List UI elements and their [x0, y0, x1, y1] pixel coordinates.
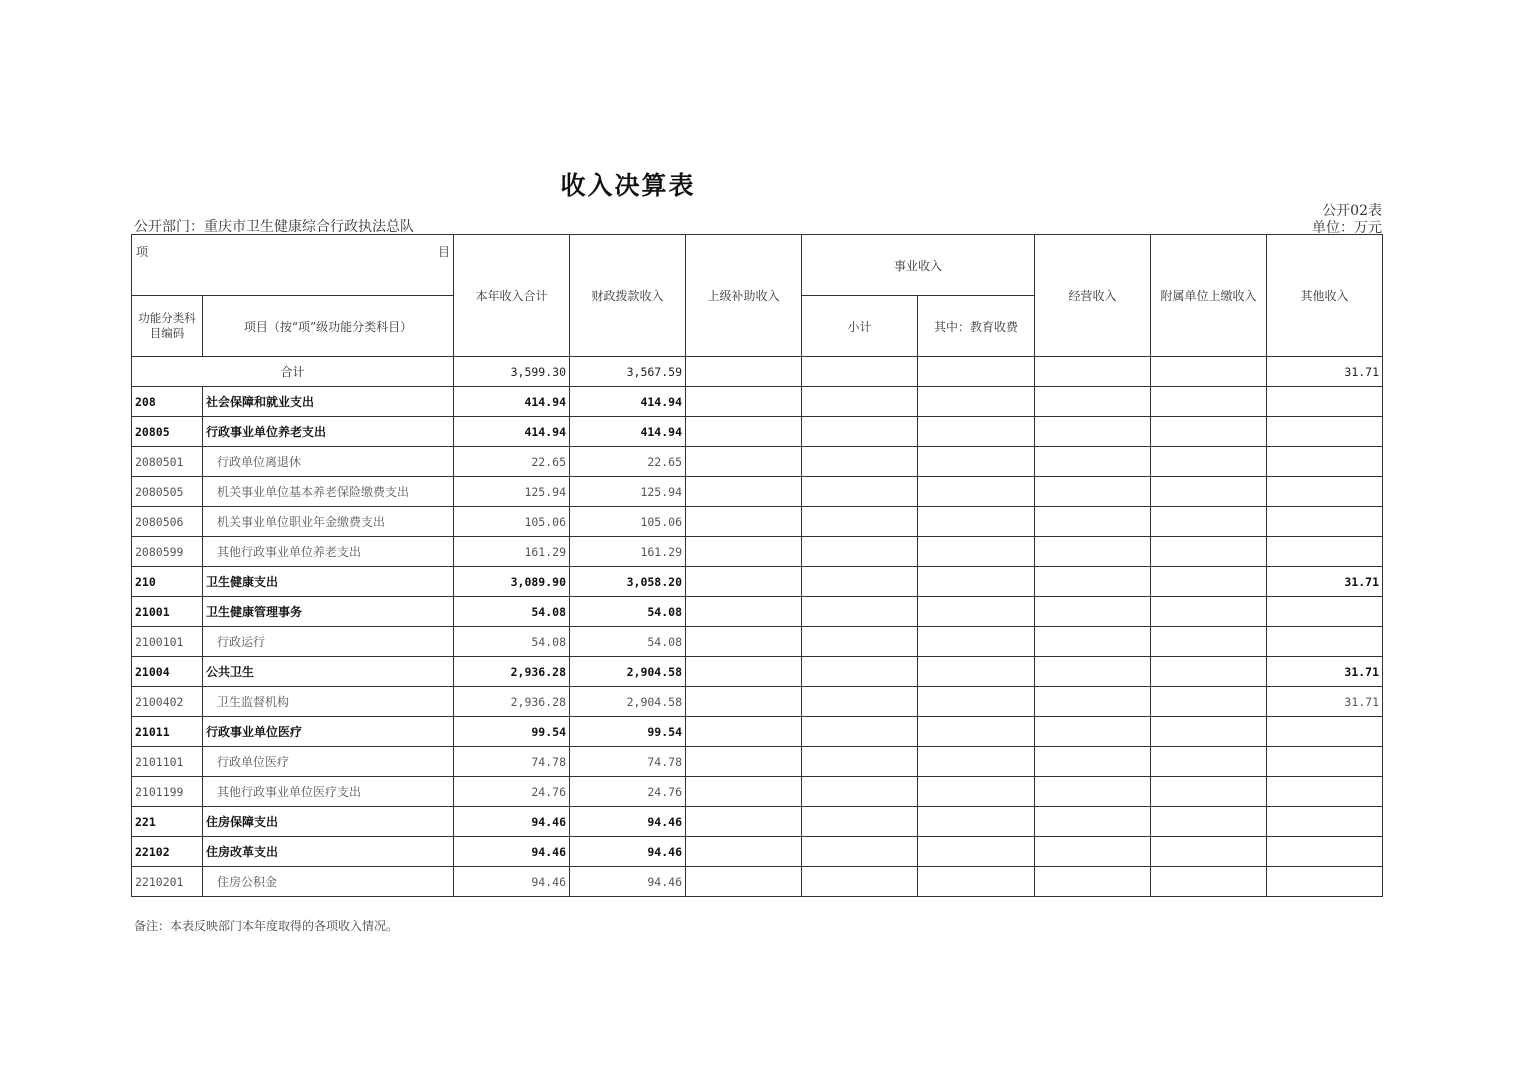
education-cell — [918, 567, 1035, 597]
department-label: 公开部门：重庆市卫生健康综合行政执法总队 — [134, 219, 414, 235]
code-cell: 208 — [132, 387, 203, 417]
summary-education — [918, 357, 1035, 387]
total-cell: 94.46 — [454, 837, 570, 867]
name-cell: 其他行政事业单位养老支出 — [203, 537, 454, 567]
subtotal-cell — [802, 507, 918, 537]
code-cell: 2100402 — [132, 687, 203, 717]
code-cell: 210 — [132, 567, 203, 597]
education-cell — [918, 537, 1035, 567]
superior-cell — [686, 777, 802, 807]
summary-operating — [1035, 357, 1151, 387]
education-cell — [918, 807, 1035, 837]
superior-cell — [686, 507, 802, 537]
other-cell — [1267, 837, 1383, 867]
table-row — [132, 687, 1383, 717]
table-row — [132, 447, 1383, 477]
subtotal-cell — [802, 387, 918, 417]
code-cell: 2210201 — [132, 867, 203, 897]
total-cell: 94.46 — [454, 867, 570, 897]
education-cell — [918, 687, 1035, 717]
table-row — [132, 747, 1383, 777]
code-cell: 21011 — [132, 717, 203, 747]
other-cell — [1267, 477, 1383, 507]
subtotal-cell — [802, 597, 918, 627]
total-cell: 2,936.28 — [454, 657, 570, 687]
table-row — [132, 717, 1383, 747]
header-affiliated: 附属单位上缴收入 — [1151, 235, 1267, 357]
project-header-right: 目 — [437, 245, 450, 259]
subtotal-cell — [802, 477, 918, 507]
other-cell: 31.71 — [1267, 657, 1383, 687]
fiscal-cell: 94.46 — [570, 837, 686, 867]
table-row — [132, 867, 1383, 897]
other-cell — [1267, 807, 1383, 837]
subtotal-cell — [802, 657, 918, 687]
education-cell — [918, 447, 1035, 477]
superior-cell — [686, 447, 802, 477]
summary-other: 31.71 — [1267, 357, 1383, 387]
education-cell — [918, 777, 1035, 807]
education-cell — [918, 867, 1035, 897]
unit-label: 单位：万元 — [1312, 220, 1382, 236]
superior-cell — [686, 567, 802, 597]
operating-cell — [1035, 567, 1151, 597]
other-cell — [1267, 867, 1383, 897]
report-title: 收入决算表 — [560, 171, 696, 200]
table-row — [132, 627, 1383, 657]
other-cell — [1267, 417, 1383, 447]
other-cell — [1267, 747, 1383, 777]
name-cell: 公共卫生 — [203, 657, 454, 687]
fiscal-cell: 105.06 — [570, 507, 686, 537]
table-row — [132, 777, 1383, 807]
affiliated-cell — [1151, 627, 1267, 657]
income-table — [131, 234, 1383, 897]
operating-cell — [1035, 447, 1151, 477]
subtotal-cell — [802, 837, 918, 867]
operating-cell — [1035, 657, 1151, 687]
education-cell — [918, 747, 1035, 777]
fiscal-cell: 2,904.58 — [570, 687, 686, 717]
superior-cell — [686, 387, 802, 417]
superior-cell — [686, 537, 802, 567]
affiliated-cell — [1151, 447, 1267, 477]
name-cell: 卫生监督机构 — [203, 687, 454, 717]
code-cell: 21004 — [132, 657, 203, 687]
education-cell — [918, 717, 1035, 747]
education-cell — [918, 837, 1035, 867]
name-cell: 住房公积金 — [203, 867, 454, 897]
project-header — [132, 235, 454, 296]
education-cell — [918, 477, 1035, 507]
affiliated-cell — [1151, 867, 1267, 897]
total-cell: 54.08 — [454, 597, 570, 627]
code-cell: 2080501 — [132, 447, 203, 477]
other-cell — [1267, 627, 1383, 657]
total-cell: 3,089.90 — [454, 567, 570, 597]
subtotal-cell — [802, 567, 918, 597]
code-cell: 2080599 — [132, 537, 203, 567]
subtotal-cell — [802, 627, 918, 657]
fiscal-cell: 54.08 — [570, 597, 686, 627]
affiliated-cell — [1151, 597, 1267, 627]
superior-cell — [686, 807, 802, 837]
total-cell: 414.94 — [454, 387, 570, 417]
education-cell — [918, 507, 1035, 537]
total-cell: 2,936.28 — [454, 687, 570, 717]
name-cell: 卫生健康支出 — [203, 567, 454, 597]
total-cell: 99.54 — [454, 717, 570, 747]
operating-cell — [1035, 777, 1151, 807]
other-cell — [1267, 387, 1383, 417]
affiliated-cell — [1151, 507, 1267, 537]
table-row — [132, 477, 1383, 507]
affiliated-cell — [1151, 387, 1267, 417]
fiscal-cell: 74.78 — [570, 747, 686, 777]
table-row — [132, 387, 1383, 417]
name-cell: 社会保障和就业支出 — [203, 387, 454, 417]
other-cell — [1267, 447, 1383, 477]
table-row — [132, 537, 1383, 567]
form-number: 公开02表 — [1322, 203, 1382, 219]
subtotal-cell — [802, 687, 918, 717]
other-cell — [1267, 777, 1383, 807]
total-cell: 22.65 — [454, 447, 570, 477]
operating-cell — [1035, 867, 1151, 897]
code-cell: 221 — [132, 807, 203, 837]
superior-cell — [686, 717, 802, 747]
operating-cell — [1035, 387, 1151, 417]
summary-fiscal: 3,567.59 — [570, 357, 686, 387]
total-cell: 125.94 — [454, 477, 570, 507]
summary-row — [132, 357, 1383, 387]
affiliated-cell — [1151, 657, 1267, 687]
subtotal-cell — [802, 717, 918, 747]
operating-cell — [1035, 417, 1151, 447]
fiscal-cell: 54.08 — [570, 627, 686, 657]
header-name: 项目（按“项”级功能分类科目） — [203, 296, 454, 357]
operating-cell — [1035, 687, 1151, 717]
table-row — [132, 597, 1383, 627]
header-superior: 上级补助收入 — [686, 235, 802, 357]
code-cell: 22102 — [132, 837, 203, 867]
name-cell: 行政单位离退休 — [203, 447, 454, 477]
affiliated-cell — [1151, 837, 1267, 867]
operating-cell — [1035, 537, 1151, 567]
fiscal-cell: 2,904.58 — [570, 657, 686, 687]
header-fiscal: 财政拨款收入 — [570, 235, 686, 357]
name-cell: 行政单位医疗 — [203, 747, 454, 777]
table-row — [132, 417, 1383, 447]
table-row — [132, 837, 1383, 867]
operating-cell — [1035, 807, 1151, 837]
superior-cell — [686, 747, 802, 777]
affiliated-cell — [1151, 687, 1267, 717]
header-education: 其中：教育收费 — [918, 296, 1035, 357]
project-header-left: 项 — [136, 245, 149, 259]
code-cell: 2080505 — [132, 477, 203, 507]
total-cell: 54.08 — [454, 627, 570, 657]
table-row — [132, 567, 1383, 597]
subtotal-cell — [802, 777, 918, 807]
name-cell: 住房保障支出 — [203, 807, 454, 837]
summary-label: 合计 — [132, 357, 454, 387]
affiliated-cell — [1151, 477, 1267, 507]
other-cell — [1267, 537, 1383, 567]
fiscal-cell: 3,058.20 — [570, 567, 686, 597]
subtotal-cell — [802, 747, 918, 777]
name-cell: 机关事业单位基本养老保险缴费支出 — [203, 477, 454, 507]
name-cell: 卫生健康管理事务 — [203, 597, 454, 627]
superior-cell — [686, 417, 802, 447]
affiliated-cell — [1151, 747, 1267, 777]
summary-subtotal — [802, 357, 918, 387]
operating-cell — [1035, 507, 1151, 537]
name-cell: 机关事业单位职业年金缴费支出 — [203, 507, 454, 537]
header-subtotal: 小计 — [802, 296, 918, 357]
total-cell: 161.29 — [454, 537, 570, 567]
affiliated-cell — [1151, 717, 1267, 747]
other-cell — [1267, 507, 1383, 537]
superior-cell — [686, 477, 802, 507]
table-row — [132, 807, 1383, 837]
education-cell — [918, 627, 1035, 657]
subtotal-cell — [802, 417, 918, 447]
total-cell: 105.06 — [454, 507, 570, 537]
total-cell: 414.94 — [454, 417, 570, 447]
superior-cell — [686, 687, 802, 717]
code-cell: 2080506 — [132, 507, 203, 537]
fiscal-cell: 125.94 — [570, 477, 686, 507]
affiliated-cell — [1151, 537, 1267, 567]
superior-cell — [686, 627, 802, 657]
education-cell — [918, 657, 1035, 687]
operating-cell — [1035, 597, 1151, 627]
code-cell: 2100101 — [132, 627, 203, 657]
other-cell — [1267, 597, 1383, 627]
fiscal-cell: 99.54 — [570, 717, 686, 747]
header-business: 事业收入 — [802, 235, 1035, 296]
fiscal-cell: 414.94 — [570, 417, 686, 447]
subtotal-cell — [802, 807, 918, 837]
total-cell: 24.76 — [454, 777, 570, 807]
operating-cell — [1035, 837, 1151, 867]
subtotal-cell — [802, 447, 918, 477]
header-code: 功能分类科目编码 — [132, 296, 203, 357]
name-cell: 行政事业单位养老支出 — [203, 417, 454, 447]
name-cell: 行政运行 — [203, 627, 454, 657]
education-cell — [918, 387, 1035, 417]
operating-cell — [1035, 627, 1151, 657]
header-operating: 经营收入 — [1035, 235, 1151, 357]
operating-cell — [1035, 747, 1151, 777]
total-cell: 94.46 — [454, 807, 570, 837]
superior-cell — [686, 597, 802, 627]
code-cell: 2101101 — [132, 747, 203, 777]
summary-total: 3,599.30 — [454, 357, 570, 387]
fiscal-cell: 22.65 — [570, 447, 686, 477]
superior-cell — [686, 837, 802, 867]
operating-cell — [1035, 717, 1151, 747]
superior-cell — [686, 867, 802, 897]
other-cell: 31.71 — [1267, 687, 1383, 717]
header-total: 本年收入合计 — [454, 235, 570, 357]
footnote: 备注：本表反映部门本年度取得的各项收入情况。 — [134, 919, 399, 933]
summary-superior — [686, 357, 802, 387]
subtotal-cell — [802, 537, 918, 567]
education-cell — [918, 597, 1035, 627]
affiliated-cell — [1151, 807, 1267, 837]
other-cell: 31.71 — [1267, 567, 1383, 597]
table-row — [132, 507, 1383, 537]
fiscal-cell: 24.76 — [570, 777, 686, 807]
code-cell: 21001 — [132, 597, 203, 627]
operating-cell — [1035, 477, 1151, 507]
fiscal-cell: 94.46 — [570, 807, 686, 837]
name-cell: 住房改革支出 — [203, 837, 454, 867]
name-cell: 行政事业单位医疗 — [203, 717, 454, 747]
affiliated-cell — [1151, 567, 1267, 597]
table-row — [132, 657, 1383, 687]
superior-cell — [686, 657, 802, 687]
total-cell: 74.78 — [454, 747, 570, 777]
fiscal-cell: 94.46 — [570, 867, 686, 897]
affiliated-cell — [1151, 417, 1267, 447]
code-cell: 20805 — [132, 417, 203, 447]
subtotal-cell — [802, 867, 918, 897]
fiscal-cell: 414.94 — [570, 387, 686, 417]
code-cell: 2101199 — [132, 777, 203, 807]
fiscal-cell: 161.29 — [570, 537, 686, 567]
summary-affiliated — [1151, 357, 1267, 387]
other-cell — [1267, 717, 1383, 747]
education-cell — [918, 417, 1035, 447]
affiliated-cell — [1151, 777, 1267, 807]
header-other: 其他收入 — [1267, 235, 1383, 357]
name-cell: 其他行政事业单位医疗支出 — [203, 777, 454, 807]
